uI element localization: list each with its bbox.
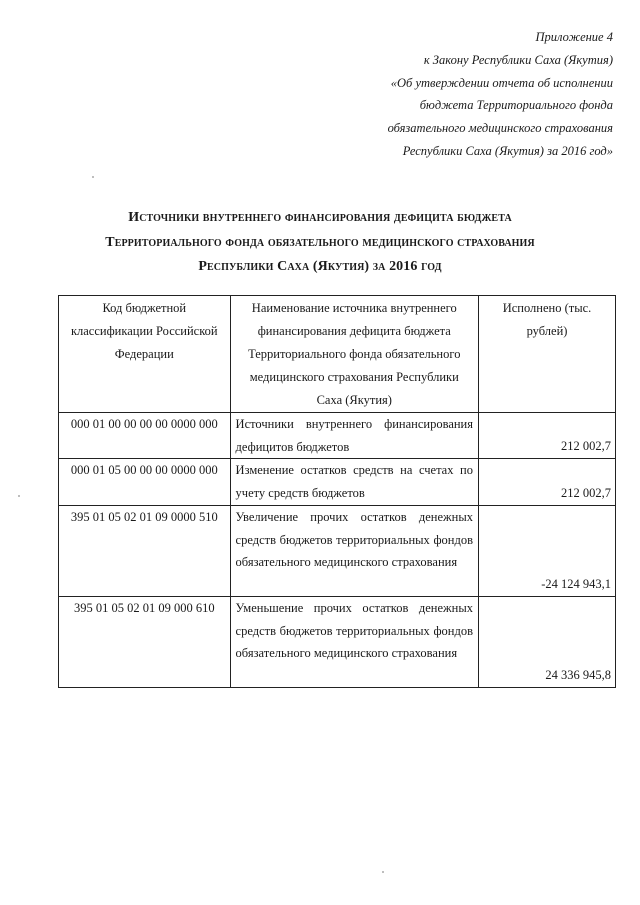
- row-value: 212 002,7: [479, 413, 616, 459]
- row-name: Изменение остатков средств на счетах по учету средств бюджетов: [230, 459, 478, 506]
- row-value: -24 124 943,1: [479, 506, 616, 597]
- row-name: Источники внутреннего финансирования дефицитов бюджетов: [230, 413, 478, 459]
- table-row: [59, 413, 616, 459]
- document-title: [40, 206, 600, 280]
- scan-speck: [18, 495, 20, 497]
- appendix-line: Приложение 4: [535, 30, 613, 44]
- row-name: Увеличение прочих остатков денежных средств бюджетов территориальных фондов обязательного медицинского страхования: [230, 506, 478, 597]
- title-line: Республики Саха (Якутия) за 2016 год: [198, 259, 442, 274]
- scan-speck: [382, 871, 384, 873]
- appendix-line: к Закону Республики Саха (Якутия): [423, 52, 613, 67]
- scan-speck: [92, 176, 94, 178]
- appendix-line: «Об утверждении отчета об исполнении: [390, 75, 613, 90]
- row-code: 395 01 05 02 01 09 000 610: [59, 597, 231, 688]
- header-name: Наименование источника внутреннего финансирования дефицита бюджета Территориального фонда обязательного медицинского страхования Республики Саха (Якутия): [230, 296, 478, 413]
- header-code: Код бюджетной классификации Российской Федерации: [59, 296, 231, 413]
- appendix-line: бюджета Территориального фонда: [419, 98, 613, 113]
- table-row: [59, 597, 616, 688]
- row-value: 24 336 945,8: [479, 597, 616, 688]
- title-line: Источники внутреннего финансирования дефицита бюджета: [128, 210, 512, 225]
- row-code: 395 01 05 02 01 09 0000 510: [59, 506, 231, 597]
- table-row: [59, 506, 616, 597]
- header-value: Исполнено (тыс. рублей): [479, 296, 616, 413]
- appendix-line: Республики Саха (Якутия) за 2016 год»: [402, 143, 613, 158]
- row-code: 000 01 05 00 00 00 0000 000: [59, 459, 231, 506]
- row-value: 212 002,7: [479, 459, 616, 506]
- row-code: 000 01 00 00 00 00 0000 000: [59, 413, 231, 459]
- appendix-line: обязательного медицинского страхования: [387, 121, 613, 136]
- sources-table: [58, 295, 616, 688]
- table-row: [59, 459, 616, 506]
- row-name: Уменьшение прочих остатков денежных средств бюджетов территориальных фондов обязательного медицинского страхования: [230, 597, 478, 688]
- appendix-block: [193, 26, 613, 163]
- table-header-row: [59, 296, 616, 413]
- title-line: Территориального фонда обязательного медицинского страхования: [105, 234, 535, 250]
